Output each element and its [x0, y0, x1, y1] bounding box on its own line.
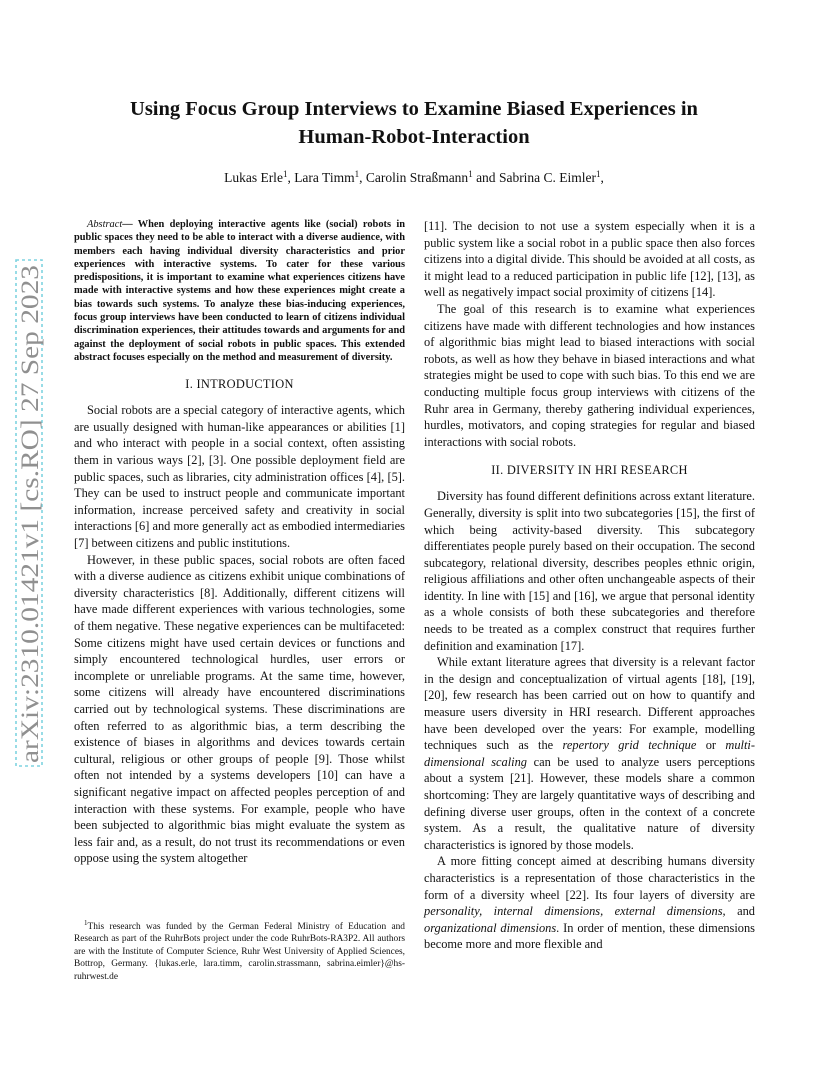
intro-paragraph-2: However, in these public spaces, social robots are often faced with a diverse audience as citizens exhibit unique combinations of diversity characteristics [8]. Additionally, different citizens will have made different experiences with various technologies, some of them negative. These negative experiences can be multifaceted: Some citizens might have used certain devices or functions and simply encountered technological hurdles, user errors or incomplete or unreliable programs. At the same time, however, some citizens will already have encountered discriminations carried out by technological systems. These discriminations are often referred to as algorithmic bias, a term describing the existence of biases in algorithms and devices towards certain cultural, religious or other groups of people [9]. Those whilst often not intended by a systems developers [10] can have a significant negative impact on affected peoples perception of and interaction with these systems. For example, people who have been subjected to algorithmic bias might evaluate the system as less fair and, as a result, do not trust its recommendations or even oppose using the system altogether [74, 552, 405, 866]
diversity-p2-emphasis-1: repertory grid technique [562, 738, 697, 753]
author-separator: , [287, 170, 295, 185]
diversity-p3-text-c: . In order of mention, these dimensions become more and more flexible and [424, 920, 755, 952]
author-name: Lukas Erle [224, 170, 283, 185]
title-line-1: Using Focus Group Interviews to Examine Biased Experiences in [130, 98, 698, 120]
footnote-text: This research was funded by the German Federal Ministry of Education and Research as part of the RuhrBots project under the code RuhrBots-RA3P2. All authors are with the Institute of Computer Science, Ruhr West University of Applied Sciences, Bottrop, Germany. {lukas.erle, lara.timm, carolin.strassmann, sabrina.eimler}@hs-ruhrwest.de [74, 922, 405, 982]
author-list [60, 170, 768, 187]
diversity-p2-text-b: or [696, 738, 726, 753]
diversity-paragraph-2 [424, 654, 755, 853]
author-name: Lara Timm [294, 170, 355, 185]
intro-paragraph-4: The goal of this research is to examine what experiences citizens have made with different technologies and how instances of algorithmic bias might lead to biased interactions with social robots, as well as how they behave in biased interactions and what strategies might be used to cope with such bias. To this end we are conducting multiple focus group interviews with citizens of the Ruhr area in Germany, thereby gathering individual experiences, hurdles, motivators, and coping strategies for regular and biased interactions with social robots. [424, 301, 755, 449]
abstract-text: When deploying interactive agents like (social) robots in public spaces they need to be able to interact with a diverse audience, with members each having individual diversity characteristics and prior experiences with interactive systems. To cater for these various predispositions, it is important to examine what experiences citizens have made with interactive systems and how these experiences might create a bias towards such systems. To analyze these bias-inducing experiences, focus group interviews have been conducted to learn of citizens individual discrimination experiences, their attitudes towards and arguments for and against the deployment of social robots in public spaces. This extended abstract focuses especially on the method and measurement of diversity. [74, 219, 405, 363]
section-heading-diversity: II. DIVERSITY IN HRI RESEARCH [491, 463, 688, 478]
author-affiliation-mark: 1 [282, 169, 288, 179]
title-line-2: Human-Robot-Interaction [298, 126, 530, 148]
diversity-p2-text-c: can be used to analyze users perceptions about a system [21]. However, these models share a common shortcoming: They are largely quantitative ways of describing and defining diverse user groups, often in the context of a concrete system. As a result, the qualitative nature of diversity characteristics is ignored by those models. [424, 754, 755, 852]
author-affiliation-mark: 1 [596, 169, 601, 179]
author-separator: , [600, 170, 604, 185]
diversity-paragraph-3 [424, 853, 755, 953]
diversity-p2-text-a: While extant literature agrees that diversity is a relevant factor in the design and conceptualization of virtual agents [18], [19], [20], few research has been carried out on how to quantify and measure users diversity in HRI research. Different approaches have been developed over the years: For example, modelling techniques such as the [424, 655, 755, 753]
arxiv-stamp-graphic [14, 258, 44, 768]
diversity-p3-emphasis-2: organizational dimensions [424, 920, 557, 935]
abstract [74, 218, 405, 364]
right-column [424, 218, 755, 953]
left-column [74, 218, 405, 867]
diversity-paragraph-1: Diversity has found different definitions across extant literature. Generally, diversity is split into two subcategories [15], the first of which being activity-based diversity. This subcategory differentiates people purely based on their occupation. The second subcategory, relational diversity, describes peoples ethnic origin, religious affiliations and other often unchangeable aspects of their identity. In line with [15] and [16], we argue that personal identity as a whole consists of both these subcategories and therefore needs to be treated as a complex construct that requires further definition and examination [17]. [424, 489, 755, 653]
diversity-p3-emphasis-1: personality, internal dimensions, external dimensions, [424, 904, 726, 919]
author-affiliation-mark: 1 [354, 169, 360, 179]
footnote [74, 921, 405, 983]
author-name: Sabrina C. Eimler [498, 170, 597, 185]
arxiv-stamp-text: arXiv:2310.01421v1 [cs.RO] 27 Sep 2023 [17, 339, 44, 763]
paper-title [60, 95, 768, 151]
diversity-p3-text-a: A more fitting concept aimed at describing humans diversity characteristics is a representation of those characteristics in the form of a diversity wheel [22]. Its four layers of diversity are [424, 854, 755, 902]
author-separator: , [359, 170, 366, 185]
abstract-label: Abstract [87, 219, 123, 230]
author-separator: and [472, 170, 499, 185]
intro-paragraph-1: Social robots are a special category of interactive agents, which are usually designed with human-like appearances or abilities [1] and who interact with people in a social context, often assisting them in various ways [2], [3]. One possible deployment field are public spaces, such as libraries, city administration offices [4], [5]. They can be used to instruct people and communicate important information, increase perceived safety and creativity in social interactions [6] and more generally act as embodied intermediaries [7] between citizens and public institutions. [74, 403, 405, 551]
arxiv-identifier-stamp [14, 258, 44, 768]
author-affiliation-mark: 1 [468, 169, 473, 179]
footnote-mark: 1 [84, 919, 88, 927]
author-name: Carolin Straßmann [365, 170, 469, 185]
intro-paragraph-3: [11]. The decision to not use a system especially when it is a public system like a social robot in a public space then also forces citizens into a digital divide. This should be avoided at all costs, as it might lead to a reduced participation in public life [12], [13], as well as negatively impact social proximity of citizens [14]. [424, 219, 755, 300]
diversity-p2-emphasis-2: multi-dimensional scaling [424, 738, 755, 769]
section-heading-introduction: I. INTRODUCTION [185, 377, 294, 392]
abstract-dash: — [122, 219, 138, 230]
diversity-p3-text-b: and [725, 904, 755, 919]
